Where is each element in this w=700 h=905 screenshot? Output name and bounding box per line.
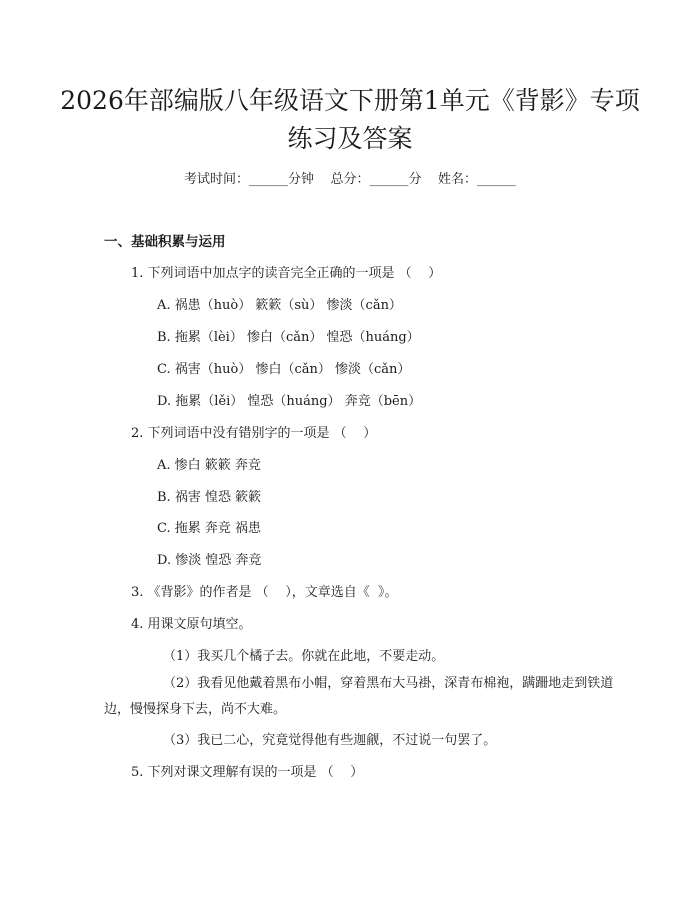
question-2: 2. 下列词语中没有错别字的一项是 （ ）: [131, 426, 377, 441]
q2-option-b: B. 祸害 惶恐 簌簌: [157, 490, 262, 505]
question-3: 3. 《背影》的作者是 （ ），文章选自《 》。: [131, 585, 398, 600]
question-5: 5. 下列对课文理解有误的一项是 （ ）: [131, 765, 364, 780]
q4-item-2: （2）我看见他戴着黑布小帽，穿着黑布大马褂，深青布棉袍，蹒跚地走到铁道边，慢慢探身下去，尚不大难。: [104, 676, 614, 717]
q1-option-c: C. 祸害（huò） 惨白（cǎn） 惨淡（cǎn）: [157, 362, 411, 377]
section-heading: 一、基础积累与运用: [104, 234, 226, 250]
q1-option-b: B. 拖累（lèi） 惨白（cǎn） 惶恐（huáng）: [157, 330, 420, 345]
q4-item-3: （3）我已二心，究竟觉得他有些迦觎，不过说一句罢了。: [163, 733, 497, 748]
q2-option-c: C. 拖累 奔竞 祸患: [157, 521, 262, 536]
question-4: 4. 用课文原句填空。: [131, 617, 252, 632]
question-1: 1. 下列词语中加点字的读音完全正确的一项是 （ ）: [131, 266, 442, 281]
q4-item-1: （1）我买几个橘子去。你就在此地，不要走动。: [163, 649, 445, 664]
q2-option-d: D. 惨淡 惶恐 奔竞: [157, 553, 262, 568]
q2-option-a: A. 惨白 簌簌 奔竞: [157, 458, 261, 473]
q1-option-a: A. 祸患（huò） 簌簌（sù） 惨淡（cǎn）: [157, 298, 402, 313]
q1-option-d: D. 拖累（lěi） 惶恐（huáng） 奔竞（bēn）: [157, 394, 422, 409]
document-title: 2026年部编版八年级语文下册第1单元《背影》专项练习及答案: [60, 86, 640, 153]
exam-info-line: 考试时间：______分钟 总分：______分 姓名：______: [183, 172, 517, 187]
